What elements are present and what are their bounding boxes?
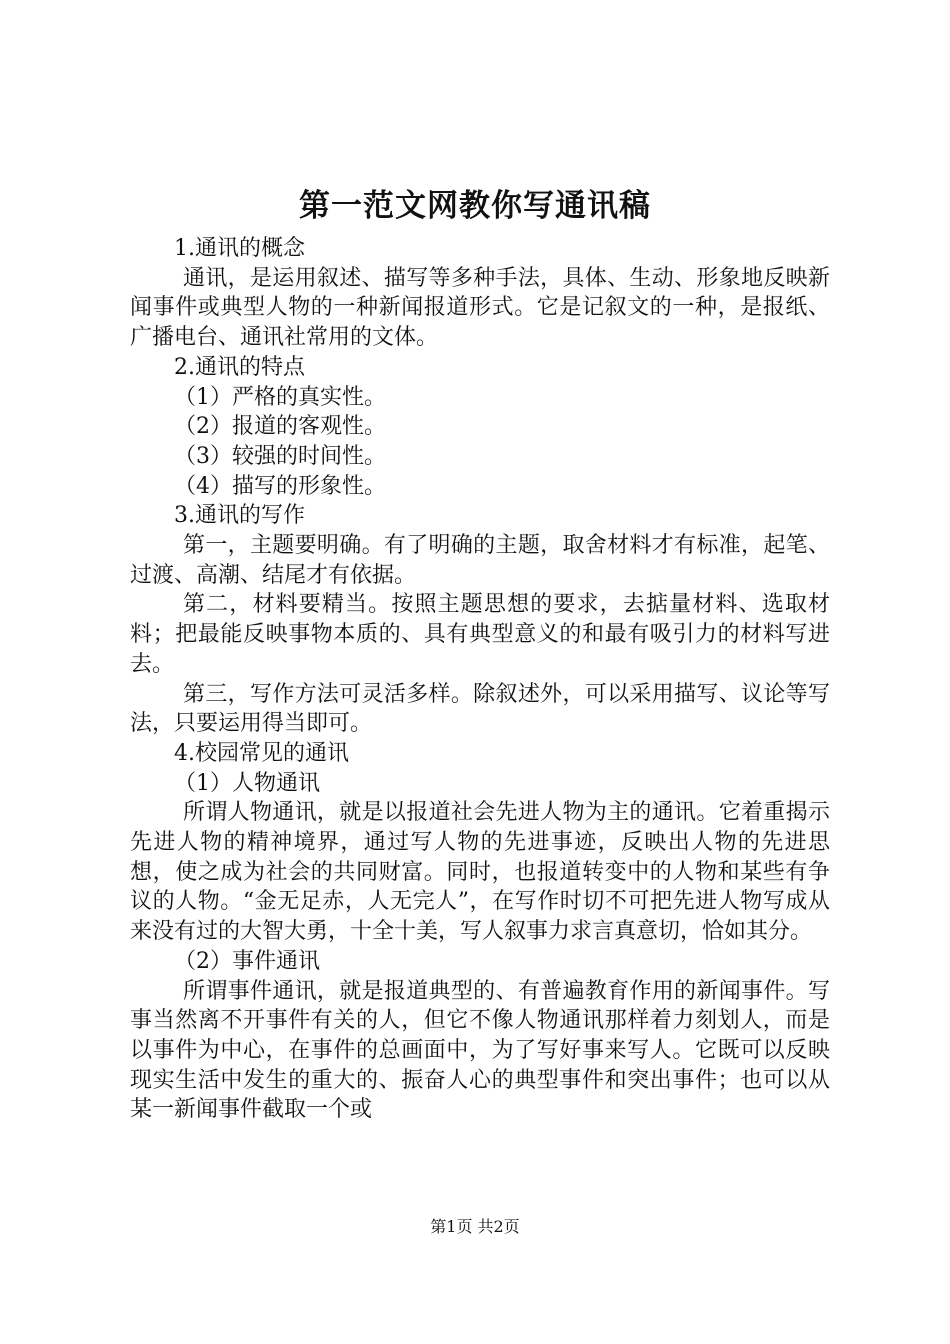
paragraph: 第三，写作方法可灵活多样。除叙述外，可以采用描写、议论等写法，只要运用得当即可。 (130, 681, 830, 737)
paragraph: （2）报道的客观性。 (174, 414, 386, 440)
paragraph: （2）事件通讯 (174, 948, 320, 974)
paragraph: 所谓事件通讯，就是报道典型的、有普遍教育作用的新闻事件。写事当然离不开事件有关的人，但它不像人物通讯那样着力刻划人，而是以事件为中心，在事件的总画面中，为了写好事来写人。它既可以反映现实生活中发生的重大的、振奋人心的典型事件和突出事件；也可以从某一新闻事件截取一个或 (130, 978, 830, 1123)
paragraph: 3.通讯的写作 (174, 503, 305, 529)
paragraph: 1.通讯的概念 (174, 236, 305, 261)
paragraph: 4.校园常见的通讯 (174, 740, 349, 766)
paragraph: 2.通讯的特点 (174, 354, 305, 380)
paragraph: 第二，材料要精当。按照主题思想的要求，去掂量材料、选取材料；把最能反映事物本质的、具有典型意义的和最有吸引力的材料写进去。 (130, 592, 830, 677)
paragraph: （3）较强的时间性。 (174, 443, 386, 469)
paragraph: 通讯，是运用叙述、描写等多种手法，具体、生动、形象地反映新闻事件或典型人物的一种新闻报道形式。它是记叙文的一种，是报纸、广播电台、通讯社常用的文体。 (130, 265, 830, 351)
paragraph: （4）描写的形象性。 (174, 473, 386, 499)
page-number-footer: 第1页 共2页 (430, 1217, 520, 1236)
paragraph: 第一，主题要明确。有了明确的主题，取舍材料才有标准，起笔、过渡、高潮、结尾才有依据。 (130, 533, 830, 588)
document-title: 第一范文网教你写通讯稿 (299, 188, 651, 224)
paragraph: （1）严格的真实性。 (174, 384, 386, 410)
paragraph: 所谓人物通讯，就是以报道社会先进人物为主的通讯。它着重揭示先进人物的精神境界，通过写人物的先进事迹，反映出人物的先进思想，使之成为社会的共同财富。同时，也报道转变中的人物和某些有争议的人物。“金无足赤，人无完人”，在写作时切不可把先进人物写成从来没有过的大智大勇，十全十美，写人叙事力求言真意切，恰如其分。 (130, 800, 830, 945)
document-body (130, 234, 830, 1125)
paragraph: （1）人物通讯 (174, 770, 320, 796)
